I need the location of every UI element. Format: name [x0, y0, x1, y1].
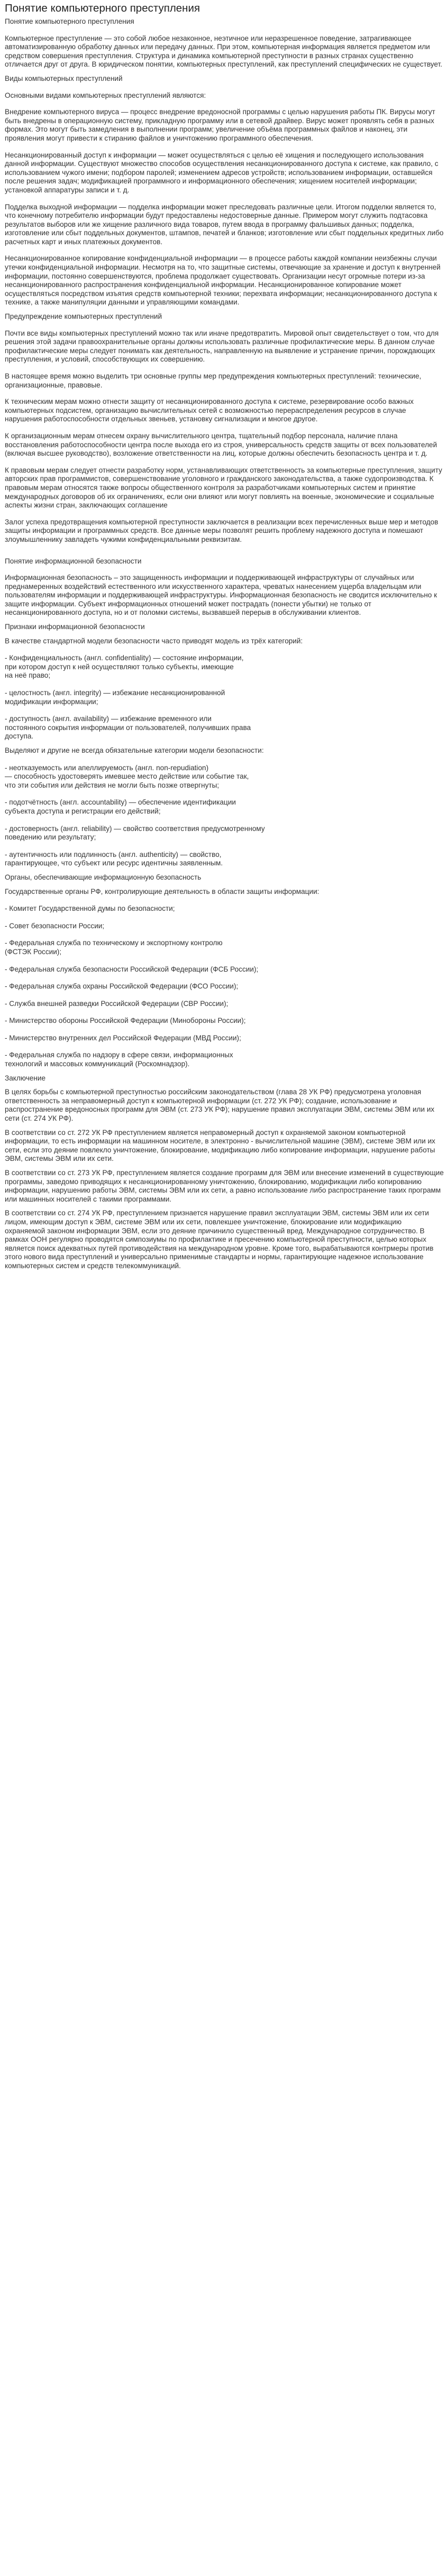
list-item: [5, 904, 444, 913]
section-heading: Понятие информационной безопасности: [5, 557, 142, 565]
list-item: [5, 965, 444, 974]
paragraph: В соответствии со ст. 273 УК РФ, преступлением является создание программ для ЭВМ или внесение изменений в существующие программы, заведомо приводящих к несанкционированному уничтожению, блокированию, модификации либо копированию информации, нарушению работы ЭВМ, системы ЭВМ или их сети, а равно использование либо распространение таких программ или машинных носителей с такими программами.: [5, 1169, 444, 1203]
list-item-line: - Федеральная служба безопасности Российской Федерации (ФСБ России);: [5, 965, 259, 973]
paragraph: К правовым мерам следует отнести разработку норм, устанавливающих ответственность за компьютерные преступления, защиту авторских прав программистов, совершенствование уголовного и гражданского законодательства, а также судопроизводства. К правовым мерам относятся также вопросы общественного контроля за разработчиками компьютерных систем и принятие международных договоров об их ограничениях, если они влияют или могут повлиять на военные, экономические и социальные аспекты жизни стран, заключающих соглашение: [5, 466, 442, 510]
paragraph: В целях борьбы с компьютерной преступностью российским законодательством (глава 28 УК РФ) предусмотрена уголовная ответственность за неправомерный доступ к компьютерной информации (ст. 272 УК РФ); создание, использование и распространение вредоносных программ для ЭВМ (ст. 273 УК РФ); нарушение правил эксплуатации ЭВМ, системы ЭВМ или их сети (ст. 274 УК РФ).: [5, 1088, 435, 1123]
list-item: [5, 1017, 444, 1026]
section-heading: Предупреждение компьютерных преступлений: [5, 312, 162, 321]
paragraph: Почти все виды компьютерных преступлений можно так или иначе предотвратить. Мировой опыт свидетельствует о том, что для решения этой задачи правоохранительные органы должны использовать различные профилактические меры. В данном случае профилактические меры следует понимать как деятельность, направленную на выявление и устранение причин, порождающих преступления, и условий, способствующих их совершению.: [5, 329, 439, 364]
paragraph: Государственные органы РФ, контролирующие деятельность в области защиты информации:: [5, 887, 319, 895]
list-item: [5, 982, 444, 991]
section-heading: Виды компьютерных преступлений: [5, 74, 123, 82]
paragraph: В качестве стандартной модели безопасности часто приводят модель из трёх категорий:: [5, 636, 303, 645]
paragraph: Компьютерное преступление — это собой любое незаконное, неэтичное или неразрешенное поведение, затрагивающее автоматизированную обработку данных или передачу данных. При этом, компьютерная информация является предметом или средством совершения преступления. Структура и динамика компьютерной преступности в разных странах существенно отличается друг от друга. В юридическом понятии, компьютерных преступлений, как преступлений специфических не существует.: [5, 34, 443, 69]
list-item-line: - Конфиденциальность (англ. confidentiality) — состояние информации,: [5, 654, 244, 662]
paragraph: Информационная безопасность – это защищенность информации и поддерживающей инфраструктуры от случайных или преднамеренных воздействий естественного или искусственного характера, чреватых нанесением ущерба владельцам или пользователям информации и поддерживающей инфраструктуры. Информационная безопасность не сводится исключительно к защите информации. Субъект информационных отношений может пострадать (понести убытки) не только от несанкционированного доступа, но и от поломки системы, вызвавшей перерыв в обслуживании клиентов.: [5, 574, 437, 617]
list-item: [5, 654, 444, 680]
list-item-line: - достоверность (англ. reliability) — свойство соответствия предусмотренному: [5, 824, 265, 833]
list-item-line: - Совет безопасности России;: [5, 921, 105, 930]
list-item: [5, 715, 444, 741]
list-item-line: субъекта доступа и регистрации его действий;: [5, 807, 161, 815]
list-item: [5, 851, 444, 868]
list-item: [5, 939, 444, 956]
list-item-line: гарантирующее, что субъект или ресурс идентичны заявленным.: [5, 859, 223, 867]
paragraph: Органы, обеспечивающие информационную безопасность: [5, 873, 202, 881]
paragraph: Несанкционированный доступ к информации — может осуществляться с целью её хищения и последующего использования данной информации. Существуют множество способов осуществления несанкционированного доступа к системе, как правило, с использованием чужого имени; подбором паролей; изменением адресов устройств; использованием информации, оставшейся после решения задач; модификацией программного и информационного обеспечения; хищением носителей информации; установкой аппаратуры записи и т. д.: [5, 151, 438, 194]
page-title: Понятие компьютерного преступления: [5, 2, 200, 14]
list-item: [5, 1000, 444, 1009]
list-item-line: - Федеральная служба охраны Российской Федерации (ФСО России);: [5, 982, 239, 991]
list-item-line: постоянного сокрытия информации от пользователей, получивших права: [5, 723, 251, 732]
list-item-line: на неё право;: [5, 671, 51, 680]
list-item-line: поведению или результату;: [5, 833, 96, 842]
list-item-line: - Федеральная служба по надзору в сфере связи, информационных: [5, 1051, 233, 1059]
paragraph: Основными видами компьютерных преступлений являются:: [5, 91, 206, 99]
list-item: [5, 1034, 444, 1043]
document-body: [5, 17, 444, 1271]
paragraph: Подделка выходной информации — подделка информации может преследовать различные цели. Итогом подделки является то, что конечному потребителю информации будут предоставлены недостоверные данные. Примером могут служить подтасовка результатов выборов или же хищение различного вида товаров, путем ввода в программу фальшивых данных; подделка, изготовление или сбыт поддельных документов, штампов, печатей и бланков; изготовление или сбыт поддельных кредитных либо расчетных карт и иных платежных документов.: [5, 202, 444, 246]
paragraph: В соответствии со ст. 274 УК РФ, преступлением признается нарушение правил эксплуатации ЭВМ, системы ЭВМ или их сети лицом, имеющим доступ к ЭВМ, системе ЭВМ или их сети, повлекшее уничтожение, блокирование или модификацию охраняемой законом информации ЭВМ, если это деяние причинило существенный вред. Международное сотрудничество. В рамках ООН регулярно проводятся симпозиумы по профилактике и пресечению компьютерной преступности, целью которых является поиск адекватных путей противодействия на международном уровне. Кроме того, вырабатываются контрмеры против этого нового вида преступлений и универсально применимые стандарты и нормы, гарантирующие надежное использование компьютерных систем и средств телекоммуникаций.: [5, 1209, 434, 1270]
list-item-line: - Министерство внутренних дел Российской Федерации (МВД России);: [5, 1033, 241, 1042]
paragraph: Залог успеха предотвращения компьютерной преступности заключается в реализации всех перечисленных выше мер и методов защиты информации и программных средств. Все данные меры позволят решить проблему надежного доступа и помешают злоумышленнику завладеть чужими конфиденциальными реквизитам.: [5, 518, 438, 543]
list-item-line: - Служба внешней разведки Российской Федерации (СВР России);: [5, 999, 228, 1008]
paragraph: Несанкционированное копирование конфиденциальной информации — в процессе работы каждой компании неизбежны случаи утечки конфиденциальной информации. Несмотря на то, что защитные системы, отвечающие за хранение и доступ к внутренней информации, постоянно совершенствуются, проблема продолжает существовать. Организации несут огромные потери из-за несанкционированного распространения конфиденциальной информации. Несанкционированное копирование может осуществляться посредством изъятия средств компьютерной техники; перехвата информации; несанкционированного доступа к технике, а также манипуляции данными и управляющими командами.: [5, 254, 441, 307]
list-item-line: при котором доступ к ней осуществляют только субъекты, имеющие: [5, 662, 234, 671]
list-item: [5, 825, 444, 842]
list-item-line: - целостность (англ. integrity) — избежание несанкционированной: [5, 689, 225, 697]
paragraph: Выделяют и другие не всегда обязательные категории модели безопасности:: [5, 746, 264, 754]
list-item-line: технологий и массовых коммуникаций (Роскомнадзор).: [5, 1060, 190, 1068]
section-heading: Признаки информационной безопасности: [5, 623, 145, 631]
paragraph: К техническим мерам можно отнести защиту от несанкционированного доступа к системе, резервирование особо важных компьютерных подсистем, организацию вычислительных сетей с возможностью перераспределения ресурсов в случае нарушения работоспособности отдельных звеньев, установку сигнализации и многое другое.: [5, 398, 414, 423]
list-item: [5, 798, 444, 816]
list-item: [5, 1051, 444, 1068]
document-subtitle: Понятие компьютерного преступления: [5, 17, 134, 25]
list-item-line: - доступность (англ. availability) — избежание временного или: [5, 715, 212, 723]
list-item: [5, 922, 444, 931]
section-heading: Заключение: [5, 1074, 46, 1082]
section-spacer: [5, 544, 444, 552]
paragraph: Внедрение компьютерного вируса — процесс внедрение вредоносной программы с целью нарушения работы ПК. Вирусы могут быть внедрены в операционную систему, прикладную программу или в сетевой драйвер. Вирус может проявлять себя в разных формах. Это могут быть замедления в выполнении программ; увеличение объёма программных файлов и наконец, эти проявления могут привести к стиранию файлов и уничтожению программного обеспечения.: [5, 108, 435, 142]
list-item-line: - Комитет Государственной думы по безопасности;: [5, 904, 175, 913]
list-item: [5, 689, 444, 706]
list-item-line: - Федеральная служба по техническому и экспортному контролю: [5, 939, 223, 947]
list-item-line: - подотчётность (англ. accountability) — обеспечение идентификации: [5, 798, 236, 807]
list-item-line: (ФСТЭК России);: [5, 947, 62, 956]
paragraph: В настоящее время можно выделить три основные группы мер предупреждения компьютерных преступлений: технические, организационные, правовые.: [5, 372, 422, 389]
list-item-line: - аутентичность или подлинность (англ. authenticity) — свойство,: [5, 850, 222, 858]
list-item-line: доступа.: [5, 732, 34, 741]
paragraph: В соответствии со ст. 272 УК РФ преступлением является неправомерный доступ к охраняемой законом компьютерной информации, то есть информации на машинном носителе, в электронно - вычислительной машине (ЭВМ), системе ЭВМ или их сети, если это деяние повлекло уничтожение, блокирование, модификацию либо копирование информации, нарушение работы ЭВМ, системы ЭВМ или их сети.: [5, 1128, 435, 1163]
list-item: [5, 764, 444, 790]
list-item-line: что эти события или действия не могли быть позже отвергнуты;: [5, 781, 220, 789]
paragraph: К организационным мерам отнесем охрану вычислительного центра, тщательный подбор персонала, наличие плана восстановления работоспособности центра после выхода его из строя, универсальность средств защиты от всех пользователей (включая высшее руководство), возложение ответственности на лиц, которые должны обеспечить безопасность центра и т. д.: [5, 431, 437, 458]
list-item-line: модификации информации;: [5, 697, 98, 706]
list-item-line: - неотказуемость или апеллируемость (англ. non-repudiation): [5, 763, 209, 772]
list-item-line: — способность удостоверять имевшее место действие или событие так,: [5, 772, 249, 781]
list-item-line: - Министерство обороны Российской Федерации (Минобороны России);: [5, 1017, 246, 1025]
